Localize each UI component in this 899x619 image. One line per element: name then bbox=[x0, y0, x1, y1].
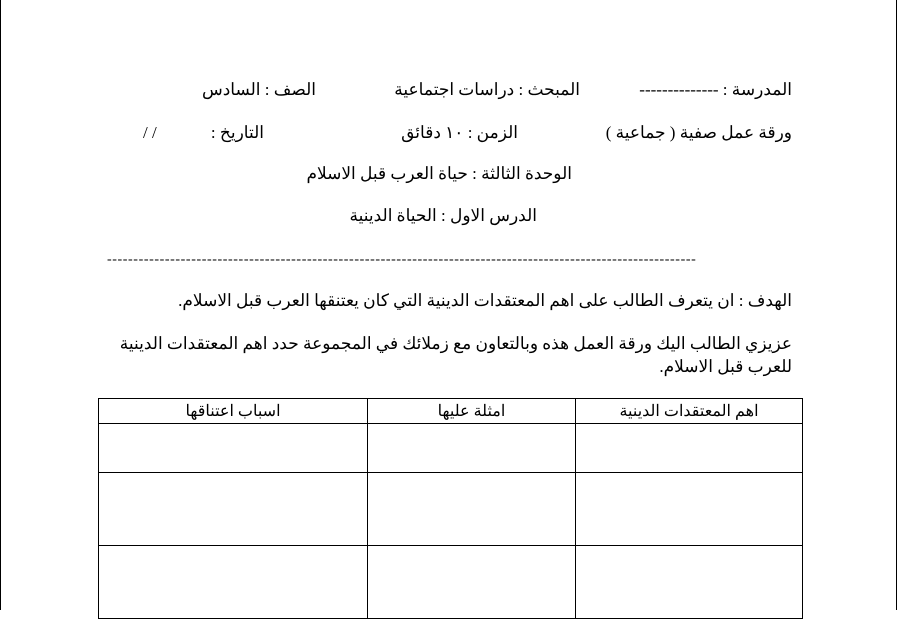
cell-reasons[interactable] bbox=[99, 473, 368, 546]
cell-reasons[interactable] bbox=[99, 424, 368, 473]
table-header-row bbox=[99, 399, 803, 424]
cell-examples[interactable] bbox=[368, 424, 576, 473]
date-label: التاريخ : bbox=[210, 123, 264, 142]
header-examples: امثلة عليها bbox=[368, 399, 576, 424]
table-row bbox=[99, 473, 803, 546]
header-reasons: اسباب اعتناقها bbox=[99, 399, 368, 424]
goal-text: الهدف : ان يتعرف الطالب على اهم المعتقدات الدينية التي كان يعتنقها العرب قبل الاسلام. bbox=[178, 291, 792, 310]
table-row bbox=[99, 424, 803, 473]
separator-line: ---------------------------------------------------------------------------------------------------------------- bbox=[107, 252, 697, 267]
beliefs-table bbox=[98, 398, 803, 619]
date-slashes: / / bbox=[143, 123, 157, 142]
subject-field: المبحث : دراسات اجتماعية bbox=[394, 80, 580, 99]
table-row bbox=[99, 546, 803, 619]
cell-beliefs[interactable] bbox=[576, 473, 803, 546]
instruction-text: عزيزي الطالب اليك ورقة العمل هذه وبالتعاون مع زملائك في المجموعة حدد اهم المعتقدات الدينية للعرب قبل الاسلام. bbox=[119, 334, 792, 376]
unit-title: الوحدة الثالثة : حياة العرب قبل الاسلام bbox=[306, 164, 572, 183]
worksheet-type: ورقة عمل صفية ( جماعية ) bbox=[605, 123, 792, 142]
cell-beliefs[interactable] bbox=[576, 424, 803, 473]
cell-examples[interactable] bbox=[368, 473, 576, 546]
header-beliefs: اهم المعتقدات الدينية bbox=[576, 399, 803, 424]
cell-reasons[interactable] bbox=[99, 546, 368, 619]
grade-field: الصف : السادس bbox=[201, 80, 316, 99]
lesson-title: الدرس الاول : الحياة الدينية bbox=[349, 206, 537, 225]
cell-examples[interactable] bbox=[368, 546, 576, 619]
time-field: الزمن : ١٠ دقائق bbox=[401, 123, 518, 142]
cell-beliefs[interactable] bbox=[576, 546, 803, 619]
school-field: المدرسة : -------------- bbox=[639, 80, 792, 99]
